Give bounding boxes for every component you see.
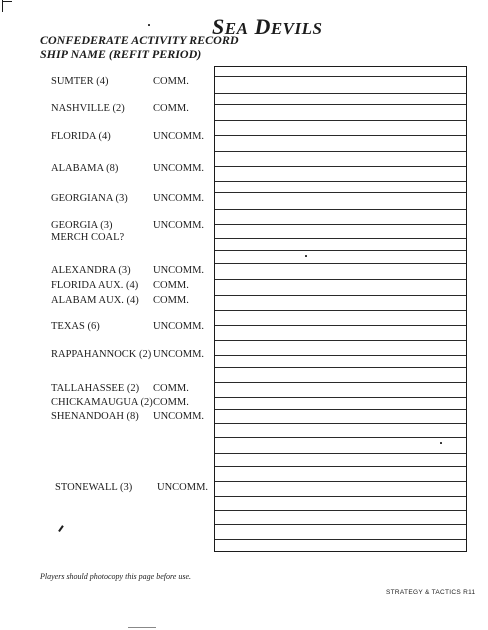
ship-status: COMM. [153,76,189,87]
ruled-line [215,120,466,121]
scan-dash-mark [128,627,156,628]
ruled-line [215,224,466,225]
ruled-line [215,524,466,525]
ship-status: UNCOMM. [153,131,205,142]
ruled-line [215,104,466,105]
ruled-line [215,539,466,540]
ruled-line [215,166,466,167]
ruled-line [215,340,466,341]
ship-name: TEXAS (6) [51,321,100,332]
ruled-line [215,466,466,467]
ship-name: GEORGIA (3) [51,220,113,231]
record-subtitle: CONFEDERATE ACTIVITY RECORD [40,33,239,47]
ruled-line [215,310,466,311]
ship-status: UNCOMM. [157,482,209,493]
ship-name: RAPPAHANNOCK (2) [51,349,152,360]
ruled-line [215,238,466,239]
ship-name: STONEWALL (3) [55,482,133,493]
ship-name: SHENANDOAH (8) [51,411,139,422]
ship-name: GEORGIANA (3) [51,193,128,204]
page-footer-label: STRATEGY & TACTICS R11 [386,589,476,596]
ship-status: COMM. [153,103,189,114]
column-subtitle: SHIP NAME (REFIT PERIOD) [40,47,202,61]
ruled-line [215,151,466,152]
ship-name: TALLAHASSEE (2) [51,383,140,394]
activity-record-box[interactable] [214,66,467,552]
scan-speck [305,255,307,257]
ship-name: CHICKAMAUGUA (2) [51,397,153,408]
ship-status: UNCOMM. [153,321,205,332]
ruled-line [215,93,466,94]
ruled-line [215,453,466,454]
ship-status: UNCOMM. [153,411,205,422]
ship-status: COMM. [153,397,189,408]
ruled-line [215,76,466,77]
ruled-line [215,135,466,136]
ship-name: NASHVILLE (2) [51,103,125,114]
ruled-line [215,192,466,193]
photocopy-note: Players should photocopy this page before use. [40,572,192,581]
ship-name: FLORIDA AUX. (4) [51,280,139,291]
ship-name: ALEXANDRA (3) [51,265,131,276]
ship-name: ALABAMA (8) [51,163,119,174]
ship-name: FLORIDA (4) [51,131,111,142]
ruled-line [215,355,466,356]
ruled-line [215,510,466,511]
ship-status: COMM. [153,295,189,306]
ruled-line [215,295,466,296]
ship-status: UNCOMM. [153,349,205,360]
ship-name: ALABAM AUX. (4) [51,295,139,306]
title-letter-d: D [254,14,271,39]
ship-name: SUMTER (4) [51,76,109,87]
ruled-line [215,409,466,410]
ship-status: UNCOMM. [153,163,205,174]
ship-status: UNCOMM. [153,220,205,231]
ruled-line [215,481,466,482]
scan-speck [148,24,150,26]
ship-note: MERCH COAL? [51,232,125,243]
ship-status: COMM. [153,280,189,291]
ruled-line [215,279,466,280]
ruled-line [215,325,466,326]
ruled-line [215,382,466,383]
ruled-line [215,496,466,497]
ruled-line [215,437,466,438]
ruled-line [215,423,466,424]
ship-status: COMM. [153,383,189,394]
title-rest-sea: EA [224,19,249,38]
pen-tick-mark [58,525,63,532]
ship-status: UNCOMM. [153,193,205,204]
corner-crop-mark [2,1,12,2]
ship-status: UNCOMM. [153,265,205,276]
title-letter-s: S [212,14,225,39]
ruled-line [215,181,466,182]
ruled-line [215,209,466,210]
ruled-line [215,367,466,368]
ruled-line [215,397,466,398]
title-rest-devils: EVILS [270,19,323,38]
scan-speck [440,442,442,444]
ruled-line [215,263,466,264]
ruled-line [215,250,466,251]
